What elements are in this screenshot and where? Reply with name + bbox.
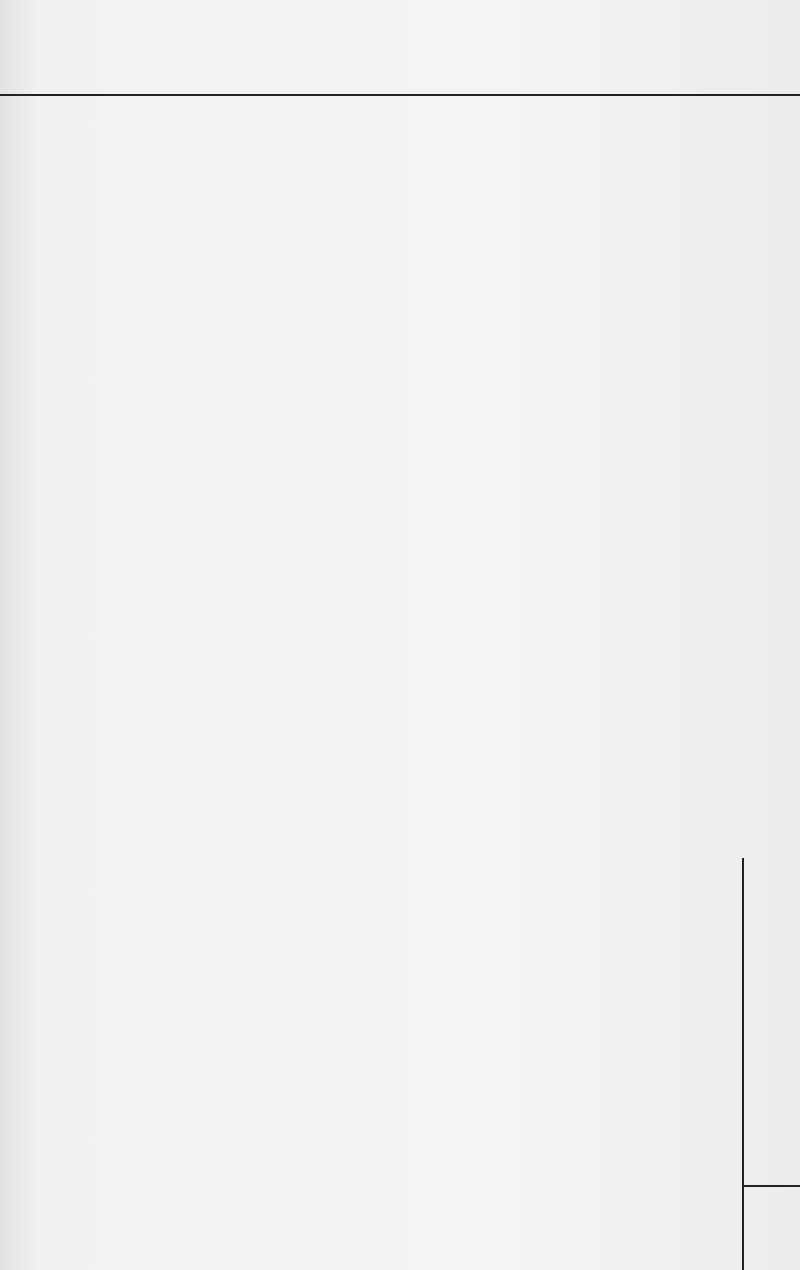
side-rule-horizontal — [742, 1185, 800, 1187]
header-rule — [0, 94, 800, 96]
body-text-top — [86, 128, 726, 650]
section-heading-column — [501, 682, 532, 1202]
body-text-bottom — [255, 682, 625, 1202]
text-column — [563, 682, 594, 1202]
text-column — [594, 682, 625, 1202]
bottom-columns — [501, 682, 625, 1202]
text-column — [532, 682, 563, 1202]
side-rule-vertical — [742, 858, 744, 1270]
